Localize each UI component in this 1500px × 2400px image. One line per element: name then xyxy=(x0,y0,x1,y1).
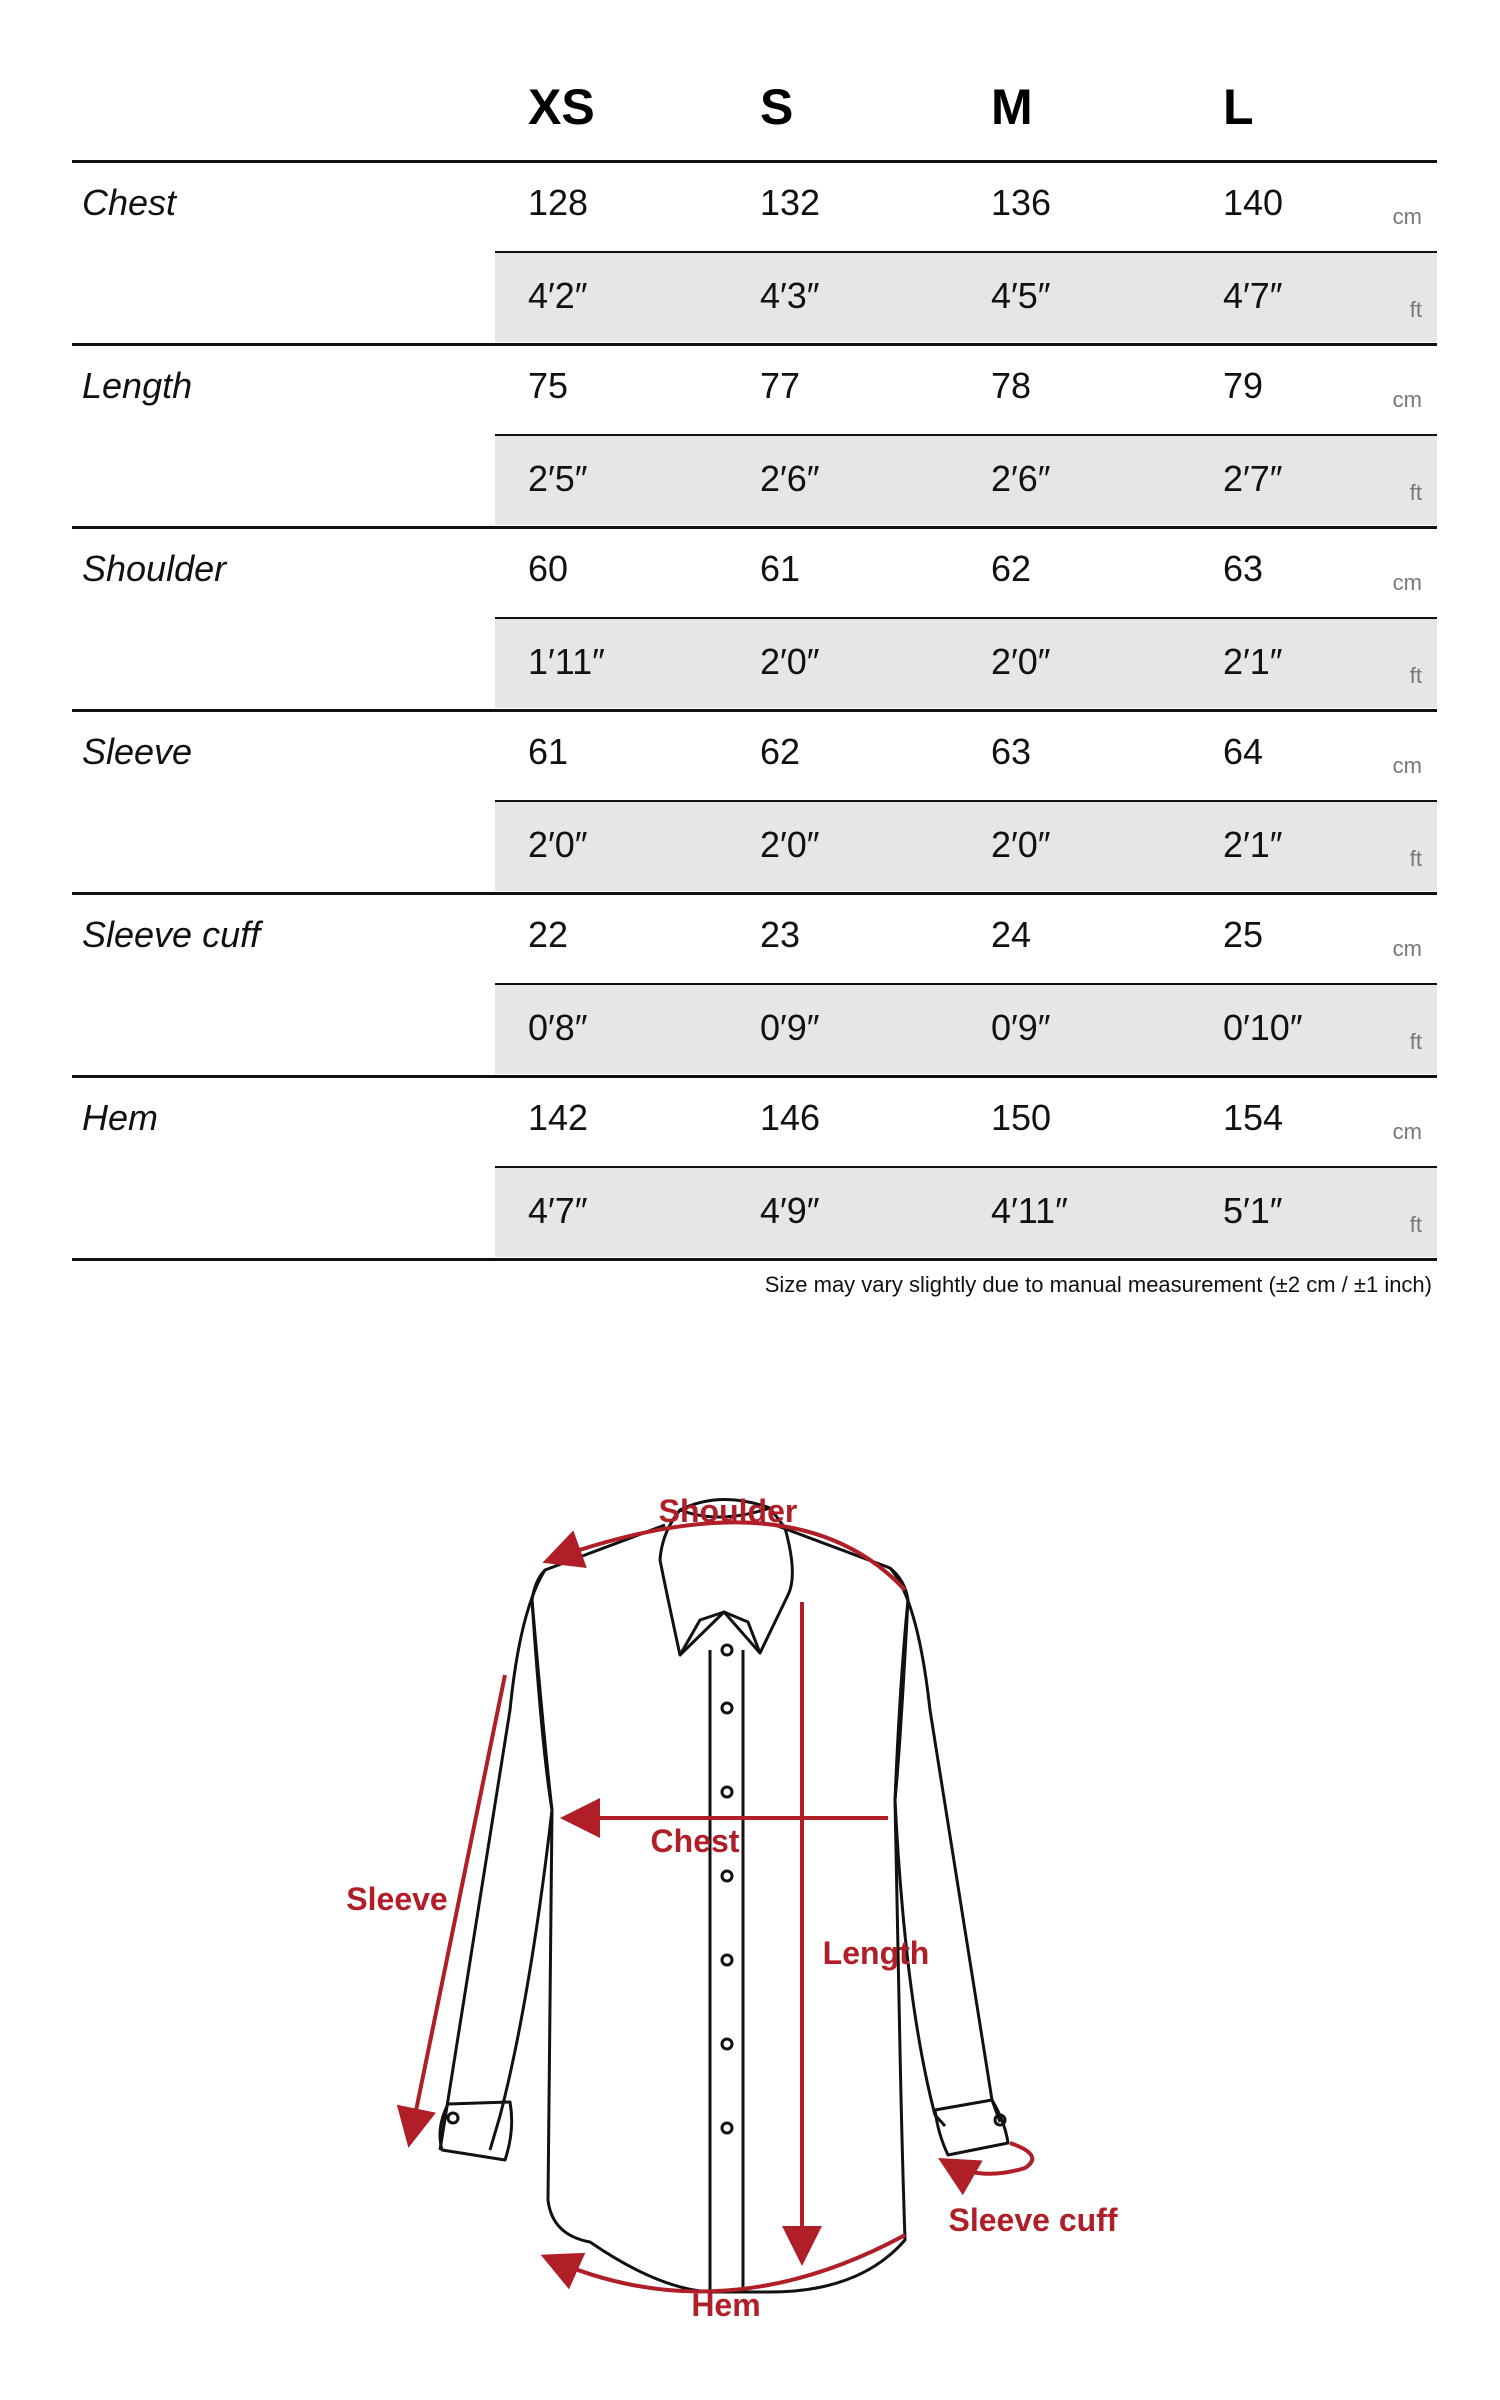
ft-value: 2′6″ xyxy=(760,458,820,499)
cm-value: 128 xyxy=(528,182,589,223)
cm-value: 75 xyxy=(528,365,569,406)
unit-cm: cm xyxy=(1392,753,1422,778)
unit-ft: ft xyxy=(1409,480,1422,505)
shirt-left-sleeve xyxy=(440,1570,552,2150)
ft-value: 4′7″ xyxy=(528,1190,588,1231)
ft-value: 2′7″ xyxy=(1223,458,1283,499)
measurement-label: Length xyxy=(82,365,193,406)
ft-value: 0′8″ xyxy=(528,1007,588,1048)
cm-value: 150 xyxy=(991,1097,1052,1138)
cm-value: 78 xyxy=(991,365,1032,406)
imperial-row-background xyxy=(495,253,1437,342)
shirt-right-cuff xyxy=(935,2100,1008,2155)
cm-value: 79 xyxy=(1223,365,1264,406)
imperial-row-background xyxy=(495,1168,1437,1257)
row-divider xyxy=(495,251,1437,253)
ft-value: 4′5″ xyxy=(991,275,1051,316)
sleeve-label: Sleeve xyxy=(346,1881,448,1917)
unit-cm: cm xyxy=(1392,936,1422,961)
measurement-arrows xyxy=(410,1522,1032,2291)
measurement-label: Shoulder xyxy=(82,548,227,589)
shirt-measurement-diagram xyxy=(0,1450,1500,2400)
size-header-l: L xyxy=(1223,79,1254,135)
cm-value: 62 xyxy=(760,731,801,772)
ft-value: 0′10″ xyxy=(1223,1007,1303,1048)
shoulder-arrow xyxy=(550,1522,905,1590)
hem-arrow xyxy=(548,2235,905,2291)
cm-value: 146 xyxy=(760,1097,821,1138)
ft-value: 0′9″ xyxy=(760,1007,820,1048)
shoulder-label: Shoulder xyxy=(658,1493,798,1529)
sleeve-cuff-label: Sleeve cuff xyxy=(948,2202,1118,2238)
cm-value: 23 xyxy=(760,914,801,955)
shirt-right-sleeve xyxy=(890,1568,1000,2126)
unit-cm: cm xyxy=(1392,387,1422,412)
shirt-body xyxy=(532,1525,908,2292)
unit-ft: ft xyxy=(1409,1212,1422,1237)
ft-value: 2′6″ xyxy=(991,458,1051,499)
measurement-label: Sleeve cuff xyxy=(82,914,261,955)
ft-value: 5′1″ xyxy=(1223,1190,1283,1231)
cm-value: 22 xyxy=(528,914,569,955)
imperial-row-background xyxy=(495,436,1437,525)
section-divider xyxy=(72,1075,1437,1078)
ft-value: 4′2″ xyxy=(528,275,588,316)
section-divider xyxy=(72,892,1437,895)
cm-value: 63 xyxy=(1223,548,1264,589)
ft-value: 4′11″ xyxy=(991,1190,1068,1231)
ft-value: 2′1″ xyxy=(1223,641,1283,682)
cm-value: 136 xyxy=(991,182,1052,223)
cm-value: 24 xyxy=(991,914,1032,955)
unit-ft: ft xyxy=(1409,846,1422,871)
cm-value: 132 xyxy=(760,182,821,223)
cm-value: 62 xyxy=(991,548,1032,589)
ft-value: 4′3″ xyxy=(760,275,820,316)
section-divider xyxy=(72,1258,1437,1261)
cm-value: 64 xyxy=(1223,731,1264,772)
size-header-m: M xyxy=(991,79,1033,135)
length-label: Length xyxy=(822,1935,930,1971)
ft-value: 4′9″ xyxy=(760,1190,820,1231)
section-divider xyxy=(72,526,1437,529)
unit-ft: ft xyxy=(1409,663,1422,688)
measurement-label: Sleeve xyxy=(82,731,193,772)
unit-cm: cm xyxy=(1392,1119,1422,1144)
collar-notch xyxy=(680,1612,760,1655)
measurement-labels xyxy=(346,1493,1118,2323)
cm-value: 61 xyxy=(528,731,569,772)
imperial-row-background xyxy=(495,619,1437,708)
ft-value: 1′11″ xyxy=(528,641,605,682)
table-top-rule xyxy=(72,160,1437,163)
button-placket xyxy=(710,1650,743,2292)
cm-value: 154 xyxy=(1223,1097,1284,1138)
size-header-xs: XS xyxy=(528,79,595,135)
cm-value: 61 xyxy=(760,548,801,589)
row-divider xyxy=(495,1166,1437,1168)
measurement-disclaimer: Size may vary slightly due to manual measurement (±2 cm / ±1 inch) xyxy=(764,1272,1432,1297)
imperial-row-background xyxy=(495,802,1437,891)
ft-value: 2′0″ xyxy=(760,641,820,682)
ft-value: 2′1″ xyxy=(1223,824,1283,865)
ft-value: 2′0″ xyxy=(991,641,1051,682)
shirt-outline xyxy=(440,1499,1008,2292)
cm-value: 25 xyxy=(1223,914,1264,955)
cm-value: 142 xyxy=(528,1097,589,1138)
row-divider xyxy=(495,617,1437,619)
shirt-buttons xyxy=(722,1645,732,2133)
unit-ft: ft xyxy=(1409,297,1422,322)
section-divider xyxy=(72,709,1437,712)
measurement-label: Hem xyxy=(82,1097,159,1138)
row-divider xyxy=(495,434,1437,436)
ft-value: 2′0″ xyxy=(760,824,820,865)
cm-value: 63 xyxy=(991,731,1032,772)
cm-value: 140 xyxy=(1223,182,1284,223)
unit-cm: cm xyxy=(1392,204,1422,229)
ft-value: 2′0″ xyxy=(528,824,588,865)
ft-value: 2′5″ xyxy=(528,458,588,499)
cm-value: 60 xyxy=(528,548,569,589)
unit-ft: ft xyxy=(1409,1029,1422,1054)
chest-label: Chest xyxy=(650,1823,740,1859)
section-divider xyxy=(72,343,1437,346)
ft-value: 2′0″ xyxy=(991,824,1051,865)
left-cuff-button xyxy=(448,2113,458,2123)
row-divider xyxy=(495,800,1437,802)
measurement-label: Chest xyxy=(82,182,177,223)
unit-cm: cm xyxy=(1392,570,1422,595)
cm-value: 77 xyxy=(760,365,801,406)
size-header-s: S xyxy=(760,79,794,135)
hem-label: Hem xyxy=(691,2287,761,2323)
ft-value: 0′9″ xyxy=(991,1007,1051,1048)
row-divider xyxy=(495,983,1437,985)
ft-value: 4′7″ xyxy=(1223,275,1283,316)
